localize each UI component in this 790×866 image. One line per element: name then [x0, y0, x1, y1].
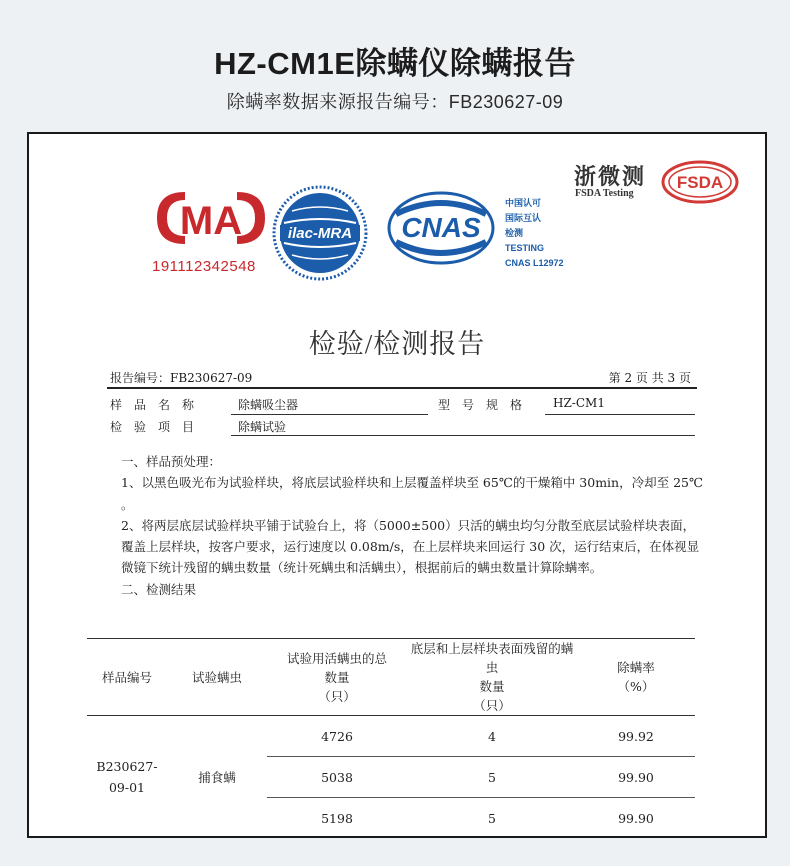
zhe-wei-ce-logo: 浙微测: [574, 164, 647, 189]
col-header-total: 试验用活螨虫的总 数量 （只）: [267, 639, 407, 716]
residual-cell: 5: [407, 798, 577, 839]
total-cell: 5038: [267, 757, 407, 798]
rate-cell: 99.92: [577, 716, 695, 757]
page-subtitle: 除螨率数据来源报告编号：FB230627-09: [226, 92, 564, 112]
model-label: 型号规格: [438, 398, 535, 412]
model-value: HZ-CM1: [553, 396, 605, 410]
sample-name-row: [107, 394, 707, 416]
test-procedure-text: [107, 451, 705, 600]
page-info: 第 2 页 共 3 页: [608, 371, 691, 385]
results-heading: 二、检测结果: [121, 581, 197, 597]
page-title: HZ-CM1E除螨仪除螨报告: [214, 46, 576, 81]
mite-cell: 捕食螨: [167, 716, 267, 839]
col-header-mite: 试验螨虫: [167, 639, 267, 716]
test-item-label: 检验项目: [110, 420, 207, 434]
table-row: [87, 716, 695, 757]
ilac-logo-text: ilac-MRA: [287, 225, 353, 242]
report-heading: 检验/检测报告: [308, 329, 486, 359]
report-meta-row: [107, 367, 697, 387]
ma-logo-text: MA: [179, 199, 243, 243]
fsda-testing-label: FSDA Testing: [575, 188, 634, 199]
residual-cell: 5: [407, 757, 577, 798]
sample-id-cell: B230627- 09-01: [87, 716, 167, 839]
procedure-paragraph-2: 2、将两层底层试验样块平铺于试验台上，将（5000±500）只活的螨虫均匀分散至底层试验样块表面，覆盖上层样块，按客户要求，运行速度以 0.08m/s，在上层样块来回运行 30 次，运行结束后，在体视显微镜下统计残留的螨虫数量（统计死螨虫和活螨虫），根据前后的螨虫数量计算除螨率。: [121, 517, 700, 576]
report-number: 报告编号：FB230627-09: [110, 371, 253, 385]
col-header-rate: 除螨率 （%）: [577, 639, 695, 716]
col-header-sample-id: 样品编号: [87, 639, 167, 716]
procedure-paragraph-1: 1、以黑色吸光布为试验样块，将底层试验样块和上层覆盖样块至 65℃的干燥箱中 30min，冷却至 25℃ 。: [121, 475, 703, 512]
fsda-logo: [661, 160, 739, 204]
rate-cell: 99.90: [577, 757, 695, 798]
model-underline: [545, 414, 695, 415]
cnas-logo: [386, 190, 496, 266]
cnas-accreditation-text: 中国认可 国际互认 检测 TESTING CNAS L12972: [505, 198, 564, 268]
total-cell: 5198: [267, 798, 407, 839]
test-item-underline: [231, 435, 695, 436]
meta-divider: [107, 387, 697, 389]
results-table: [87, 638, 695, 838]
residual-cell: 4: [407, 716, 577, 757]
total-cell: 4726: [267, 716, 407, 757]
rate-cell: 99.90: [577, 798, 695, 839]
sample-name-underline: [231, 414, 428, 415]
sample-name-label: 样品名称: [110, 398, 207, 412]
col-header-residual: 底层和上层样块表面残留的螨虫 数量 （只）: [407, 639, 577, 716]
report-document: [27, 132, 767, 838]
sample-name-value: 除螨吸尘器: [238, 398, 299, 412]
cnas-logo-text: CNAS: [401, 212, 481, 243]
pretreatment-heading: 一、样品预处理：: [121, 454, 222, 469]
cma-logo: [155, 190, 267, 246]
test-item-value: 除螨试验: [238, 420, 287, 434]
ilac-mra-logo: [272, 185, 368, 281]
cma-number: 191112342548: [152, 258, 256, 275]
fsda-logo-text: FSDA: [676, 173, 724, 192]
